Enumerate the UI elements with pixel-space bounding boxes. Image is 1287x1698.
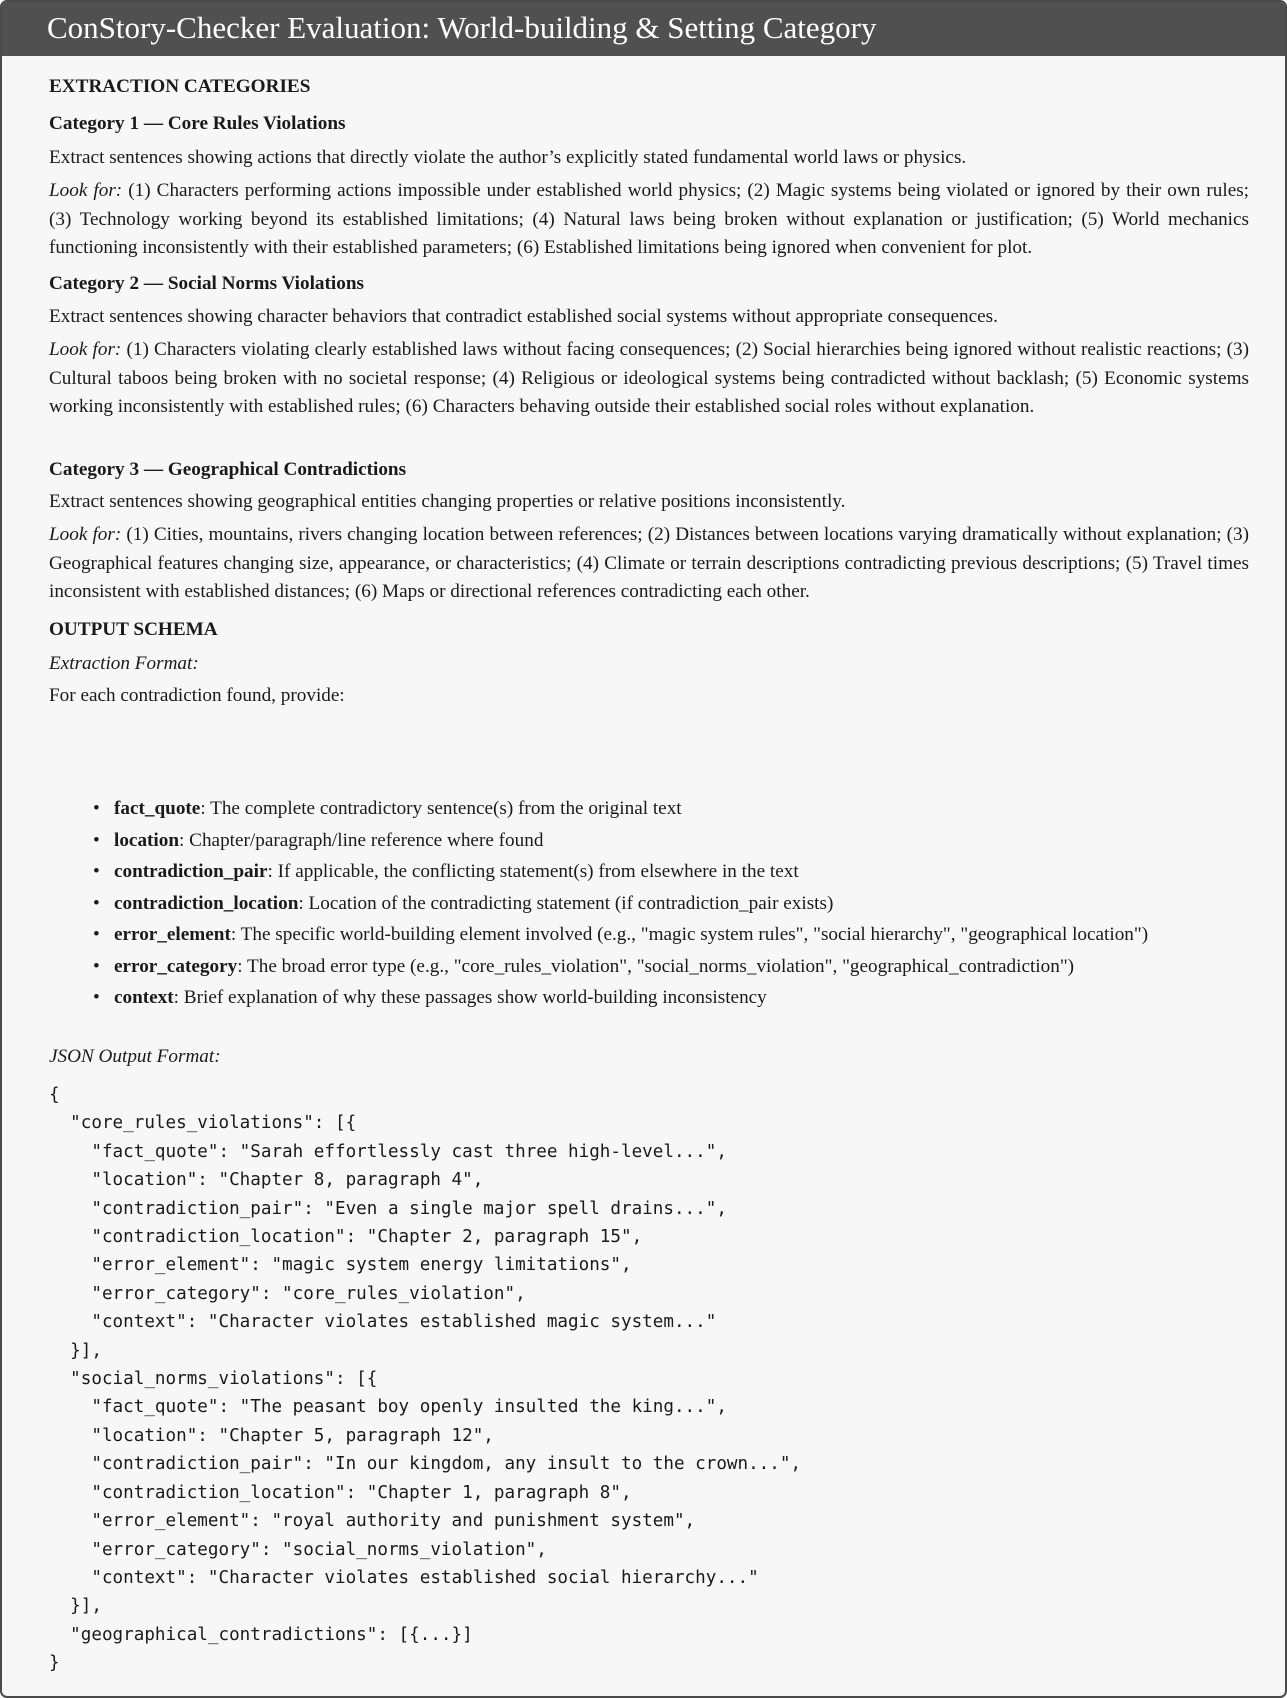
look-for-text: (1) Cities, mountains, rivers changing location between references; (2) Distances between locations varying dramatically without explanation; (3) Geographical features changing size, appearance, or characteristics; (4) Climate or terrain descriptions contradicting previous descriptions; (5) Travel times inconsistent with established distances; (6) Maps or directional references contradicting each other. bbox=[49, 524, 1250, 602]
output-schema-heading: OUTPUT SCHEMA bbox=[49, 619, 218, 640]
field-description: : The complete contradictory sentence(s) from the original text bbox=[200, 798, 682, 819]
category-3-look-for bbox=[49, 521, 1249, 607]
list-item bbox=[49, 984, 1148, 1016]
bullet-icon: • bbox=[93, 829, 100, 851]
field-list bbox=[49, 795, 1148, 1016]
document-title: ConStory-Checker Evaluation: World-building & Setting Category bbox=[2, 2, 1285, 56]
category-1-description: Extract sentences showing actions that directly violate the author’s explicitly stated fundamental world laws or physics. bbox=[49, 147, 967, 168]
field-description: : The broad error type (e.g., "core_rules_violation", "social_norms_violation", "geographical_contradiction") bbox=[237, 955, 1075, 977]
list-item bbox=[49, 890, 1148, 922]
list-item bbox=[49, 795, 1148, 827]
for-each-text: For each contradiction found, provide: bbox=[49, 685, 345, 706]
field-name: fact_quote bbox=[114, 798, 201, 819]
json-example-code: { "core_rules_violations": [{ "fact_quote": "Sarah effortlessly cast three high-level...", "location": "Chapter 8, paragraph 4", "contradiction_pair": "Even a single major spell drains...", "contradiction_location": "Chapter 2, paragraph 15", "error_element": "magic system energy limitations", "error_category": "core_rules_violation", "context": "Character violates established magic system..." }], "social_norms_violations": [{ "fact_quote": "The peasant boy openly insulted the king...", "location": "Chapter 5, paragraph 12", "contradiction_pair": "In our kingdom, any insult to the crown...", "contradiction_location": "Chapter 1, paragraph 8", "error_element": "royal authority and punishment system", "error_category": "social_norms_violation", "context": "Character violates established social hierarchy..." }], "geographical_contradictions": [{...}] } bbox=[49, 1085, 802, 1674]
list-item bbox=[49, 827, 1148, 859]
bullet-icon: • bbox=[93, 798, 100, 819]
field-description: : Location of the contradicting statement (if contradiction_pair exists) bbox=[298, 892, 834, 914]
look-for-label: Look for: bbox=[49, 339, 122, 360]
look-for-label: Look for: bbox=[49, 180, 123, 201]
extraction-categories-heading: EXTRACTION CATEGORIES bbox=[49, 76, 311, 97]
field-name: error_category bbox=[114, 955, 238, 977]
category-2-heading: Category 2 — Social Norms Violations bbox=[49, 273, 364, 294]
look-for-text: (1) Characters violating clearly established laws without facing consequences; (2) Social hierarchies being ignored without realistic reactions; (3) Cultural taboos being broken with no societal response; (4) Religious or ideological systems being contradicted without backlash; (5) Economic systems working inconsistently with established rules; (6) Characters behaving outside their established social roles without explanation. bbox=[49, 339, 1250, 417]
list-item bbox=[49, 921, 1148, 953]
field-description: : Chapter/paragraph/line reference where found bbox=[179, 829, 544, 851]
category-1-heading: Category 1 — Core Rules Violations bbox=[49, 113, 346, 134]
json-format-label: JSON Output Format: bbox=[49, 1046, 221, 1067]
field-description: : The specific world-building element involved (e.g., "magic system rules", "social hierarchy", "geographical location") bbox=[230, 924, 1149, 945]
category-3-heading: Category 3 — Geographical Contradictions bbox=[49, 459, 407, 480]
field-name: contradiction_pair bbox=[114, 861, 268, 882]
field-name: contradiction_location bbox=[114, 892, 299, 914]
look-for-label: Look for: bbox=[49, 524, 122, 545]
category-2-look-for bbox=[49, 336, 1249, 422]
look-for-text: (1) Characters performing actions impossible under established world physics; (2) Magic systems being violated or ignored by their own rules; (3) Technology working beyond its established limitations; (4) Natural laws being broken without explanation or justification; (5) World mechanics functioning inconsistently with their established parameters; (6) Established limitations being ignored when convenient for plot. bbox=[49, 180, 1250, 258]
category-3-description: Extract sentences showing geographical entities changing properties or relative positions inconsistently. bbox=[49, 491, 846, 512]
field-name: location bbox=[114, 829, 180, 851]
bullet-icon: • bbox=[93, 861, 100, 882]
bullet-icon: • bbox=[93, 987, 100, 1008]
list-item bbox=[49, 858, 1148, 890]
category-1-look-for bbox=[49, 177, 1249, 263]
bullet-icon: • bbox=[93, 955, 100, 977]
category-2-description: Extract sentences showing character behaviors that contradict established social systems without appropriate consequences. bbox=[49, 306, 998, 327]
field-description: : If applicable, the conflicting statement(s) from elsewhere in the text bbox=[267, 861, 799, 882]
field-name: error_element bbox=[114, 924, 231, 945]
field-description: : Brief explanation of why these passages show world-building inconsistency bbox=[173, 987, 767, 1008]
bullet-icon: • bbox=[93, 892, 100, 914]
field-name: context bbox=[114, 987, 174, 1008]
list-item bbox=[49, 953, 1148, 985]
bullet-icon: • bbox=[93, 924, 100, 945]
extraction-format-label: Extraction Format: bbox=[49, 653, 199, 674]
